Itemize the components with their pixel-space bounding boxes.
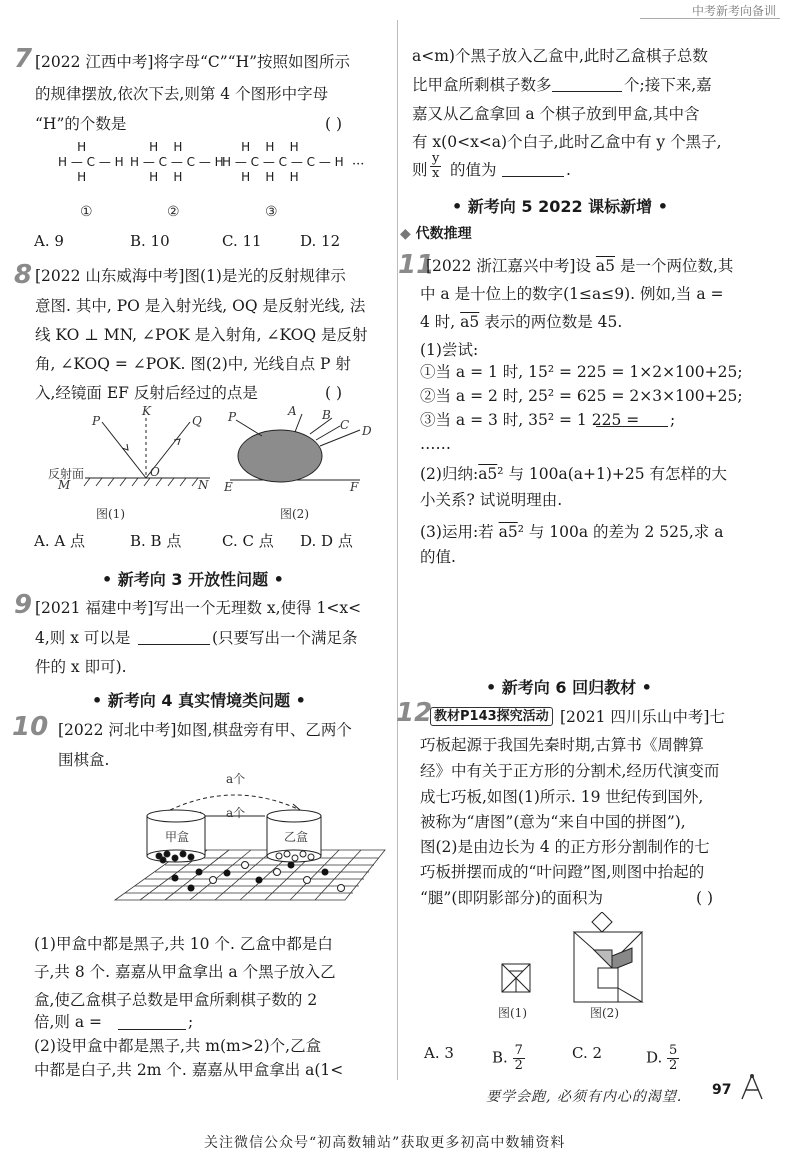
- q10-cont-ze: 则: [412, 161, 428, 179]
- molecule-1: H H — C — H H: [58, 140, 124, 184]
- series-header: 中考新考向备训: [691, 4, 776, 18]
- q8-line: 入,经镜面 EF 反射后经过的点是: [35, 384, 258, 402]
- section-6-title: • 新考向 6 回归教材 •: [486, 678, 652, 697]
- q11-try: (1)尝试:: [420, 341, 479, 359]
- fig2-label-b: B: [322, 408, 331, 422]
- q7-ellipsis: ···: [352, 157, 365, 172]
- molecule-3: H H H H — C — C — C — H H H H: [222, 140, 344, 184]
- diamond-icon: ◆: [400, 226, 411, 242]
- header-rule: [640, 18, 780, 19]
- molecule-2: H H H — C — C — H H H: [130, 140, 224, 184]
- q8-option-b[interactable]: B. B 点: [130, 532, 182, 550]
- q10-line: 围棋盒.: [58, 751, 110, 769]
- section-4-title: • 新考向 4 真实情境类问题 •: [92, 691, 306, 710]
- q12-option-c[interactable]: C. 2: [572, 1044, 603, 1062]
- q7-line: 的规律摆放,依次下去,则第 4 个图形中字母: [35, 85, 329, 103]
- fig-label-3: ③: [265, 204, 278, 220]
- q12-line: [2021 四川乐山中考]七: [560, 708, 725, 726]
- tangram-caption-2: 图(2): [590, 1006, 619, 1020]
- fig2-label-p: P: [228, 410, 237, 424]
- q10-part2: (2)设甲盒中都是黑子,共 m(m>2)个,乙盒: [34, 1037, 322, 1055]
- q8-answer-paren: ( ): [325, 384, 343, 402]
- q11-number: 11: [398, 250, 435, 280]
- q11-induction: 小关系? 试说明理由.: [420, 491, 563, 509]
- q10-cont: 个;接下来,嘉: [624, 76, 712, 94]
- fig2-label-f: F: [350, 480, 359, 494]
- q9-number: 9: [14, 590, 33, 620]
- q8-line: 线 KO ⊥ MN, ∠POK 是入射角, ∠KOQ 是反射: [35, 326, 368, 344]
- q12-option-a[interactable]: A. 3: [424, 1044, 454, 1062]
- q12-line: 被称为“唐图”(意为“来自中国的拼图”),: [420, 813, 686, 831]
- fig1-label-o: O: [150, 465, 160, 479]
- q11-dots: ……: [420, 435, 451, 453]
- q10-part1: 倍,则 a =: [34, 1013, 103, 1031]
- q10-period: .: [566, 161, 571, 179]
- q9-line: 件的 x 即可).: [35, 658, 127, 676]
- motto: 要学会跑, 必须有内心的渴望.: [486, 1089, 683, 1105]
- column-divider: [397, 20, 398, 1080]
- box-b-label: 乙盒: [284, 830, 309, 844]
- q10-part1: (1)甲盒中都是黑子,共 10 个. 乙盒中都是白: [34, 935, 333, 953]
- q10-a-blank[interactable]: [118, 1015, 186, 1030]
- q12-line: “腿”(即阴影部分)的面积为: [420, 889, 603, 907]
- tangram-square: [502, 964, 530, 992]
- q10-line: [2022 河北中考]如图,棋盘旁有甲、乙两个: [58, 721, 352, 739]
- q10-cont: 比甲盒所剩棋子数多: [412, 76, 552, 94]
- q11-line: 中 a 是十位上的数字(1≤a≤9). 例如,当 a =: [420, 285, 724, 303]
- fig2-caption: 图(2): [280, 507, 309, 521]
- q10-number: 10: [12, 712, 49, 742]
- q8-line: 角, ∠KOQ = ∠POK. 图(2)中, 光线自点 P 射: [35, 355, 351, 373]
- q8-option-d[interactable]: D. D 点: [300, 532, 353, 550]
- q7-number: 7: [14, 44, 33, 74]
- q12-line: 巧板拼摆而成的“叶问蹬”图,则图中抬起的: [420, 863, 705, 881]
- q10-cont-value: 的值为: [450, 161, 497, 179]
- q11-application: 的值.: [420, 548, 456, 566]
- tangram-caption-1: 图(1): [498, 1006, 527, 1020]
- q9-line: (只要写出一个满足条: [212, 629, 358, 647]
- section-5-title: • 新考向 5 2022 课标新增 •: [452, 197, 668, 216]
- reflection-diagram: [84, 418, 210, 486]
- fig1-label-q: Q: [192, 414, 202, 428]
- q11-case-1: ①当 a = 1 时, 15² = 225 = 1×2×100+25;: [420, 363, 743, 381]
- fig1-label-m: M: [58, 478, 71, 492]
- q9-line: 4,则 x 可以是: [35, 629, 131, 647]
- q10-cont: a<m)个黑子放入乙盒中,此时乙盒棋子总数: [412, 47, 708, 65]
- q8-line: 意图. 其中, PO 是入射光线, OQ 是反射光线, 法: [35, 297, 366, 315]
- fig1-label-k: K: [142, 404, 151, 418]
- ad-footer: 关注微信公众号“初高数辅站”获取更多初高中数辅资料: [204, 1135, 566, 1151]
- q10-part1: 子,共 8 个. 嘉嘉从甲盒拿出 a 个黑子放入乙: [34, 963, 336, 981]
- q11-line: [2022 浙江嘉兴中考]设 a5 是一个两位数,其: [426, 257, 734, 275]
- mid-arrow-label: a个: [226, 806, 246, 820]
- q12-option-b[interactable]: B. $\frac{7}{2}$: [492, 1043, 523, 1073]
- algebra-reasoning-label: ◆ 代数推理: [400, 226, 472, 242]
- q8-option-c[interactable]: C. C 点: [222, 532, 274, 550]
- kicking-figure: [574, 912, 642, 1002]
- q11-case-3-blank[interactable]: [596, 412, 668, 427]
- q10-part2: 中都是白子,共 2m 个. 嘉嘉从甲盒拿出 a(1<: [34, 1061, 344, 1079]
- section-3-title: • 新考向 3 开放性问题 •: [102, 570, 284, 589]
- q12-option-d[interactable]: D. $\frac{5}{2}$: [646, 1043, 678, 1073]
- q9-line: [2021 福建中考]写出一个无理数 x,使得 1<x<: [35, 599, 362, 617]
- q7-option-d[interactable]: D. 12: [300, 232, 341, 250]
- q11-case-3: ③当 a = 3 时, 35² = 1 225 =: [420, 411, 640, 429]
- q12-line: 成七巧板,如图(1)所示. 19 世纪传到国外,: [420, 788, 704, 806]
- q7-line: [2022 江西中考]将字母“C”“H”按照如图所示: [35, 53, 351, 71]
- q10-cont: 嘉又从乙盒拿回 a 个棋子放到甲盒,其中含: [412, 105, 700, 123]
- q8-number: 8: [14, 260, 33, 290]
- q12-line: 经》中有关于正方形的分割术,经历代演变而: [420, 762, 720, 780]
- q10-part1: 盒,使乙盒棋子总数是甲盒所剩棋子数的 2: [34, 991, 318, 1009]
- q9-answer-blank[interactable]: [138, 630, 210, 645]
- q7-option-c[interactable]: C. 11: [222, 232, 262, 250]
- q11-line: 4 时, a5 表示的两位数是 45.: [420, 313, 623, 331]
- compass-icon: [734, 1072, 770, 1102]
- fig-label-2: ②: [167, 204, 180, 220]
- fig1-label-n: N: [198, 478, 209, 492]
- q12-number: 12: [396, 698, 433, 728]
- q7-option-a[interactable]: A. 9: [34, 232, 64, 250]
- q11-induction: (2)归纳:a5² 与 100a(a+1)+25 有怎样的大: [420, 465, 728, 483]
- fig1-caption: 图(1): [96, 507, 125, 521]
- q11-application: (3)运用:若 a5² 与 100a 的差为 2 525,求 a: [420, 523, 724, 541]
- textbook-tag: 教材P143探究活动: [430, 706, 553, 726]
- fig2-label-c: C: [340, 418, 350, 432]
- fig2-label-a: A: [288, 404, 297, 418]
- go-board-figure: [95, 770, 395, 920]
- q7-line: “H”的个数是: [35, 115, 127, 133]
- q11-semicolon: ;: [670, 411, 676, 429]
- fig2-label-d: D: [362, 424, 372, 438]
- page-number: 97: [712, 1082, 732, 1098]
- q10-ratio-blank[interactable]: [502, 162, 564, 177]
- q8-option-a[interactable]: A. A 点: [34, 532, 85, 550]
- q7-option-b[interactable]: B. 10: [130, 232, 170, 250]
- box-a-label: 甲盒: [165, 830, 190, 844]
- fig-label-1: ①: [80, 204, 93, 220]
- fig1-label-p: P: [92, 414, 101, 428]
- q10-difference-blank[interactable]: [552, 77, 622, 92]
- top-arrow-label: a个: [226, 772, 246, 786]
- q12-answer-paren: ( ): [696, 889, 714, 907]
- q10-cont: 有 x(0<x<a)个白子,此时乙盒中有 y 个黑子,: [412, 133, 722, 151]
- q10-semicolon: ;: [188, 1013, 194, 1031]
- q7-answer-paren: ( ): [325, 115, 343, 133]
- q12-line: 图(2)是由边长为 4 的正方形分割制作的七: [420, 838, 710, 856]
- q8-line: [2022 山东威海中考]图(1)是光的反射规律示: [35, 267, 346, 285]
- q11-case-2: ②当 a = 2 时, 25² = 625 = 2×3×100+25;: [420, 387, 743, 405]
- fig1-mirror-label: 反射面: [48, 467, 85, 481]
- fig2-label-e: E: [224, 480, 233, 494]
- q12-line: 巧板起源于我国先秦时期,古算书《周髀算: [420, 736, 704, 754]
- y-over-x: $\frac{y}{x}$: [432, 151, 440, 181]
